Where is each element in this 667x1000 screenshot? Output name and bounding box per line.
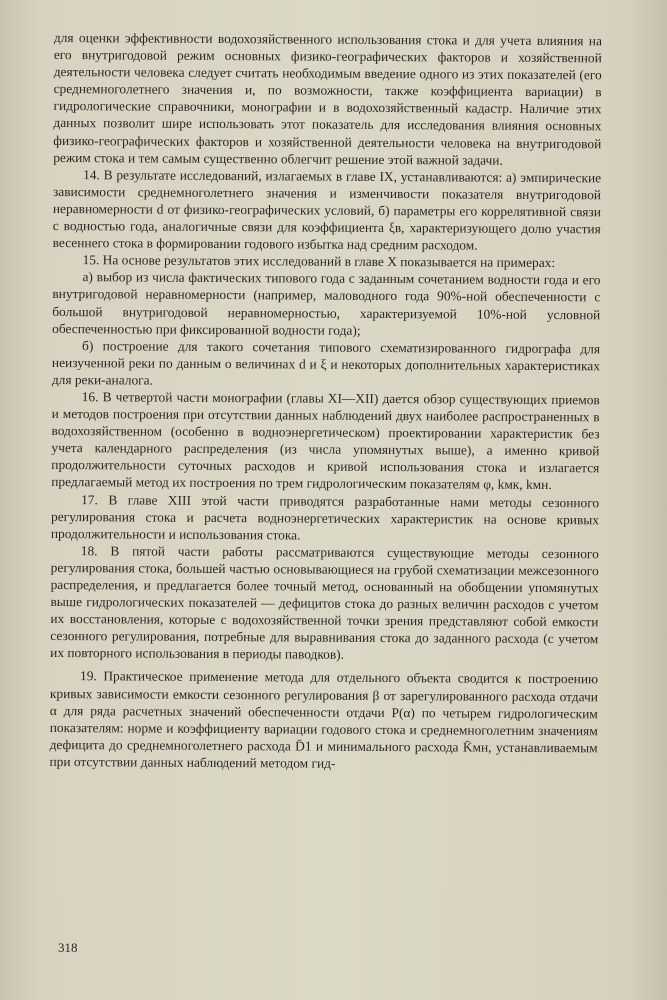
paragraph-15b: б) построение для такого сочетания типового схематизированного гидрографа для неизученной реки по данным о величинах d и ξ и некоторых дополнительных характеристиках для реки-аналога. <box>51 337 601 388</box>
page-number: 318 <box>58 940 78 955</box>
paragraph-15a: а) выбор из числа фактических типового года с заданным сочетанием водности года и его внутригодовой неравномерности (например, маловодного года 90%-ной обеспеченности с большой внутригодовой неравномерностью, характеризуемой 10%-ной условной обеспеченностью при фиксированной водности года); <box>52 269 601 338</box>
paragraph-19: 19. Практическое применение метода для отдельного объекта сводится к построению кривых зависимости емкости сезонного регулирования β от зарегулированного расхода отдачи α для ряда расчетных значений обеспеченности отдачи P(α) по четырем гидрологическим показателям: норме и коэффициенту вариации годового стока и среднемноголетним значениям дефицита до среднемноголетнего расхода D̄1 и минимального расхода K̄мн, устанавливаемым при отсутствии данных наблюдений методом гид- <box>49 668 599 771</box>
paragraph-17: 17. В главе XIII этой части приводятся разработанные нами методы сезонного регулирования стока и расчета водноэнергетических характеристик на основе кривых продолжительности и использования стока. <box>50 491 600 543</box>
paragraph-15: 15. На основе результатов этих исследований в главе X показывается на примерах: <box>82 252 556 271</box>
body-text <box>49 29 602 773</box>
paragraph-14: 14. В результате исследований, излагаемых в главе IX, устанавливаются: а) эмпирические зависимости среднемноголетнего значения и изменчивости показателя внутригодовой неравномерности d от физико-географических условий, б) параметры его коррелятивной связи с водностью года, аналогичные связи для коэффициента ξв, характеризующего долю участия весеннего стока в формировании годового избытка над средним расходом. <box>52 166 602 253</box>
paragraph-1: для оценки эффективности водохозяйственного использования стока и для учета влияния на его внутригодовой режим основных физико-географических факторов и хозяйственной деятельности человека следует считать необходимым введение одного из этих показателей (его среднемноголетнего значения и, по возможности, также коэффициента вариации) в гидрологические справочники, монографии и в водохозяйственный кадастр. Наличие этих данных позволит шире использовать этот показатель для исследования влияния основных физико-географических факторов и хозяйственной деятельности человека на внутригодовой режим стока и тем самым существенно облегчит решение этой важной задачи. <box>53 29 602 168</box>
paragraph-16: 16. В четвертой части монографии (главы XI—XII) дается обзор существующих приемов и методов построения при отсутствии данных наблюдений двух наиболее распространенных в водохозяйственном (особенно в водноэнергетическом) проектировании характеристик без учета календарного распределения (из числа упомянутых выше), а именно кривой продолжительности суточных расходов и кривой использования стока и излагается предлагаемый метод их построения по трем гидрологическим показателям φ, kмк, kмн. <box>51 389 600 493</box>
paragraph-18: 18. В пятой части работы рассматриваются существующие методы сезонного регулирования стока, большей частью основывающиеся на грубой схематизации межсезонного распределения, и предлагается более точный метод, основанный на обобщении упомянутых выше гидрологических показателей — дефицитов стока до разных величин расходов с учетом их восстановления, которые с водохозяйственной точки зрения представляют собой емкости сезонного регулирования, потребные для выравнивания стока до заданного расхода (с учетом их повторного использования в периоды паводков). <box>50 542 599 663</box>
